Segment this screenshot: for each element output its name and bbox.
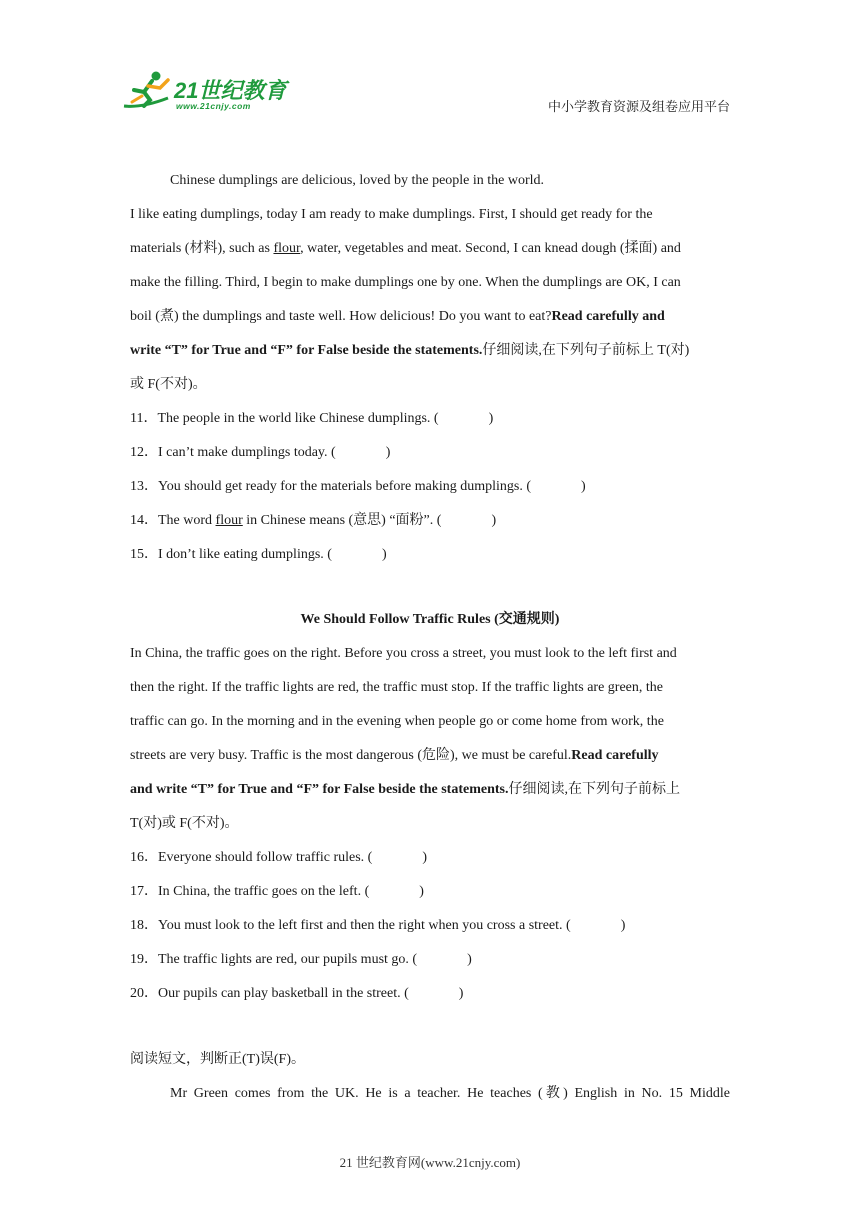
text-line: T(对)或 F(不对)。 xyxy=(130,816,239,831)
question-13: 13．You should get ready for the materials before making dumplings. ( ) xyxy=(130,479,586,494)
question-18: 18．You must look to the left first and then the right when you cross a street. ( ) xyxy=(130,918,626,933)
passage-dumplings xyxy=(130,164,730,572)
text-line: make the filling. Third, I begin to make dumplings one by one. When the dumplings are OK, I can xyxy=(130,275,681,290)
passage-mr-green xyxy=(130,1043,730,1111)
text-line: 或 F(不对)。 xyxy=(130,377,207,392)
passage-traffic xyxy=(130,603,730,1011)
text-line: traffic can go. In the morning and in the evening when people go or come home from work, the xyxy=(130,714,664,729)
question-12: 12．I can’t make dumplings today. ( ) xyxy=(130,445,391,460)
instruction-line: 阅读短文，判断正(T)误(F)。 xyxy=(130,1052,305,1067)
text-line: streets are very busy. Traffic is the most dangerous (危险), we must be careful.Read carefully xyxy=(130,748,659,763)
intro-line: Chinese dumplings are delicious, loved by the people in the world. xyxy=(170,173,545,188)
text-line: Mr Green comes from the UK. He is a teacher. He teaches (教) English in No. 15 Middle xyxy=(170,1086,730,1101)
text-line: boil (煮) the dumplings and taste well. How delicious! Do you want to eat?Read carefully and xyxy=(130,309,665,324)
question-19: 19．The traffic lights are red, our pupils must go. ( ) xyxy=(130,952,472,967)
text-line: write “T” for True and “F” for False beside the statements.仔细阅读,在下列句子前标上 T(对) xyxy=(130,343,690,358)
page-footer: 21 世纪教育网(www.21cnjy.com) xyxy=(339,1155,521,1170)
text-line: and write “T” for True and “F” for False beside the statements.仔细阅读,在下列句子前标上 xyxy=(130,782,680,797)
question-16: 16．Everyone should follow traffic rules. ( ) xyxy=(130,850,428,865)
runner-logo-icon xyxy=(122,68,174,114)
question-14: 14．The word flour in Chinese means (意思) “面粉”. ( ) xyxy=(130,513,497,528)
underlined-word: flour xyxy=(273,241,301,256)
text-line: materials (材料), such as flour, water, vegetables and meat. Second, I can knead dough (揉面) and xyxy=(130,241,681,256)
platform-label: 中小学教育资源及组卷应用平台 xyxy=(547,99,730,114)
text-line: I like eating dumplings, today I am ready to make dumplings. First, I should get ready for the xyxy=(130,207,653,222)
question-17: 17．In China, the traffic goes on the left. ( ) xyxy=(130,884,424,899)
question-11: 11．The people in the world like Chinese dumplings. ( ) xyxy=(130,411,494,426)
logo xyxy=(122,68,292,116)
logo-text: 21世纪教育 xyxy=(174,78,287,103)
question-20: 20．Our pupils can play basketball in the street. ( ) xyxy=(130,986,464,1001)
logo-url: www.21cnjy.com xyxy=(176,101,251,111)
text-line: then the right. If the traffic lights are red, the traffic must stop. If the traffic lights are green, the xyxy=(130,680,663,695)
text-line: In China, the traffic goes on the right. Before you cross a street, you must look to the left first and xyxy=(130,646,677,661)
passage-title: We Should Follow Traffic Rules (交通规则) xyxy=(300,612,560,627)
question-15: 15．I don’t like eating dumplings. ( ) xyxy=(130,547,387,562)
